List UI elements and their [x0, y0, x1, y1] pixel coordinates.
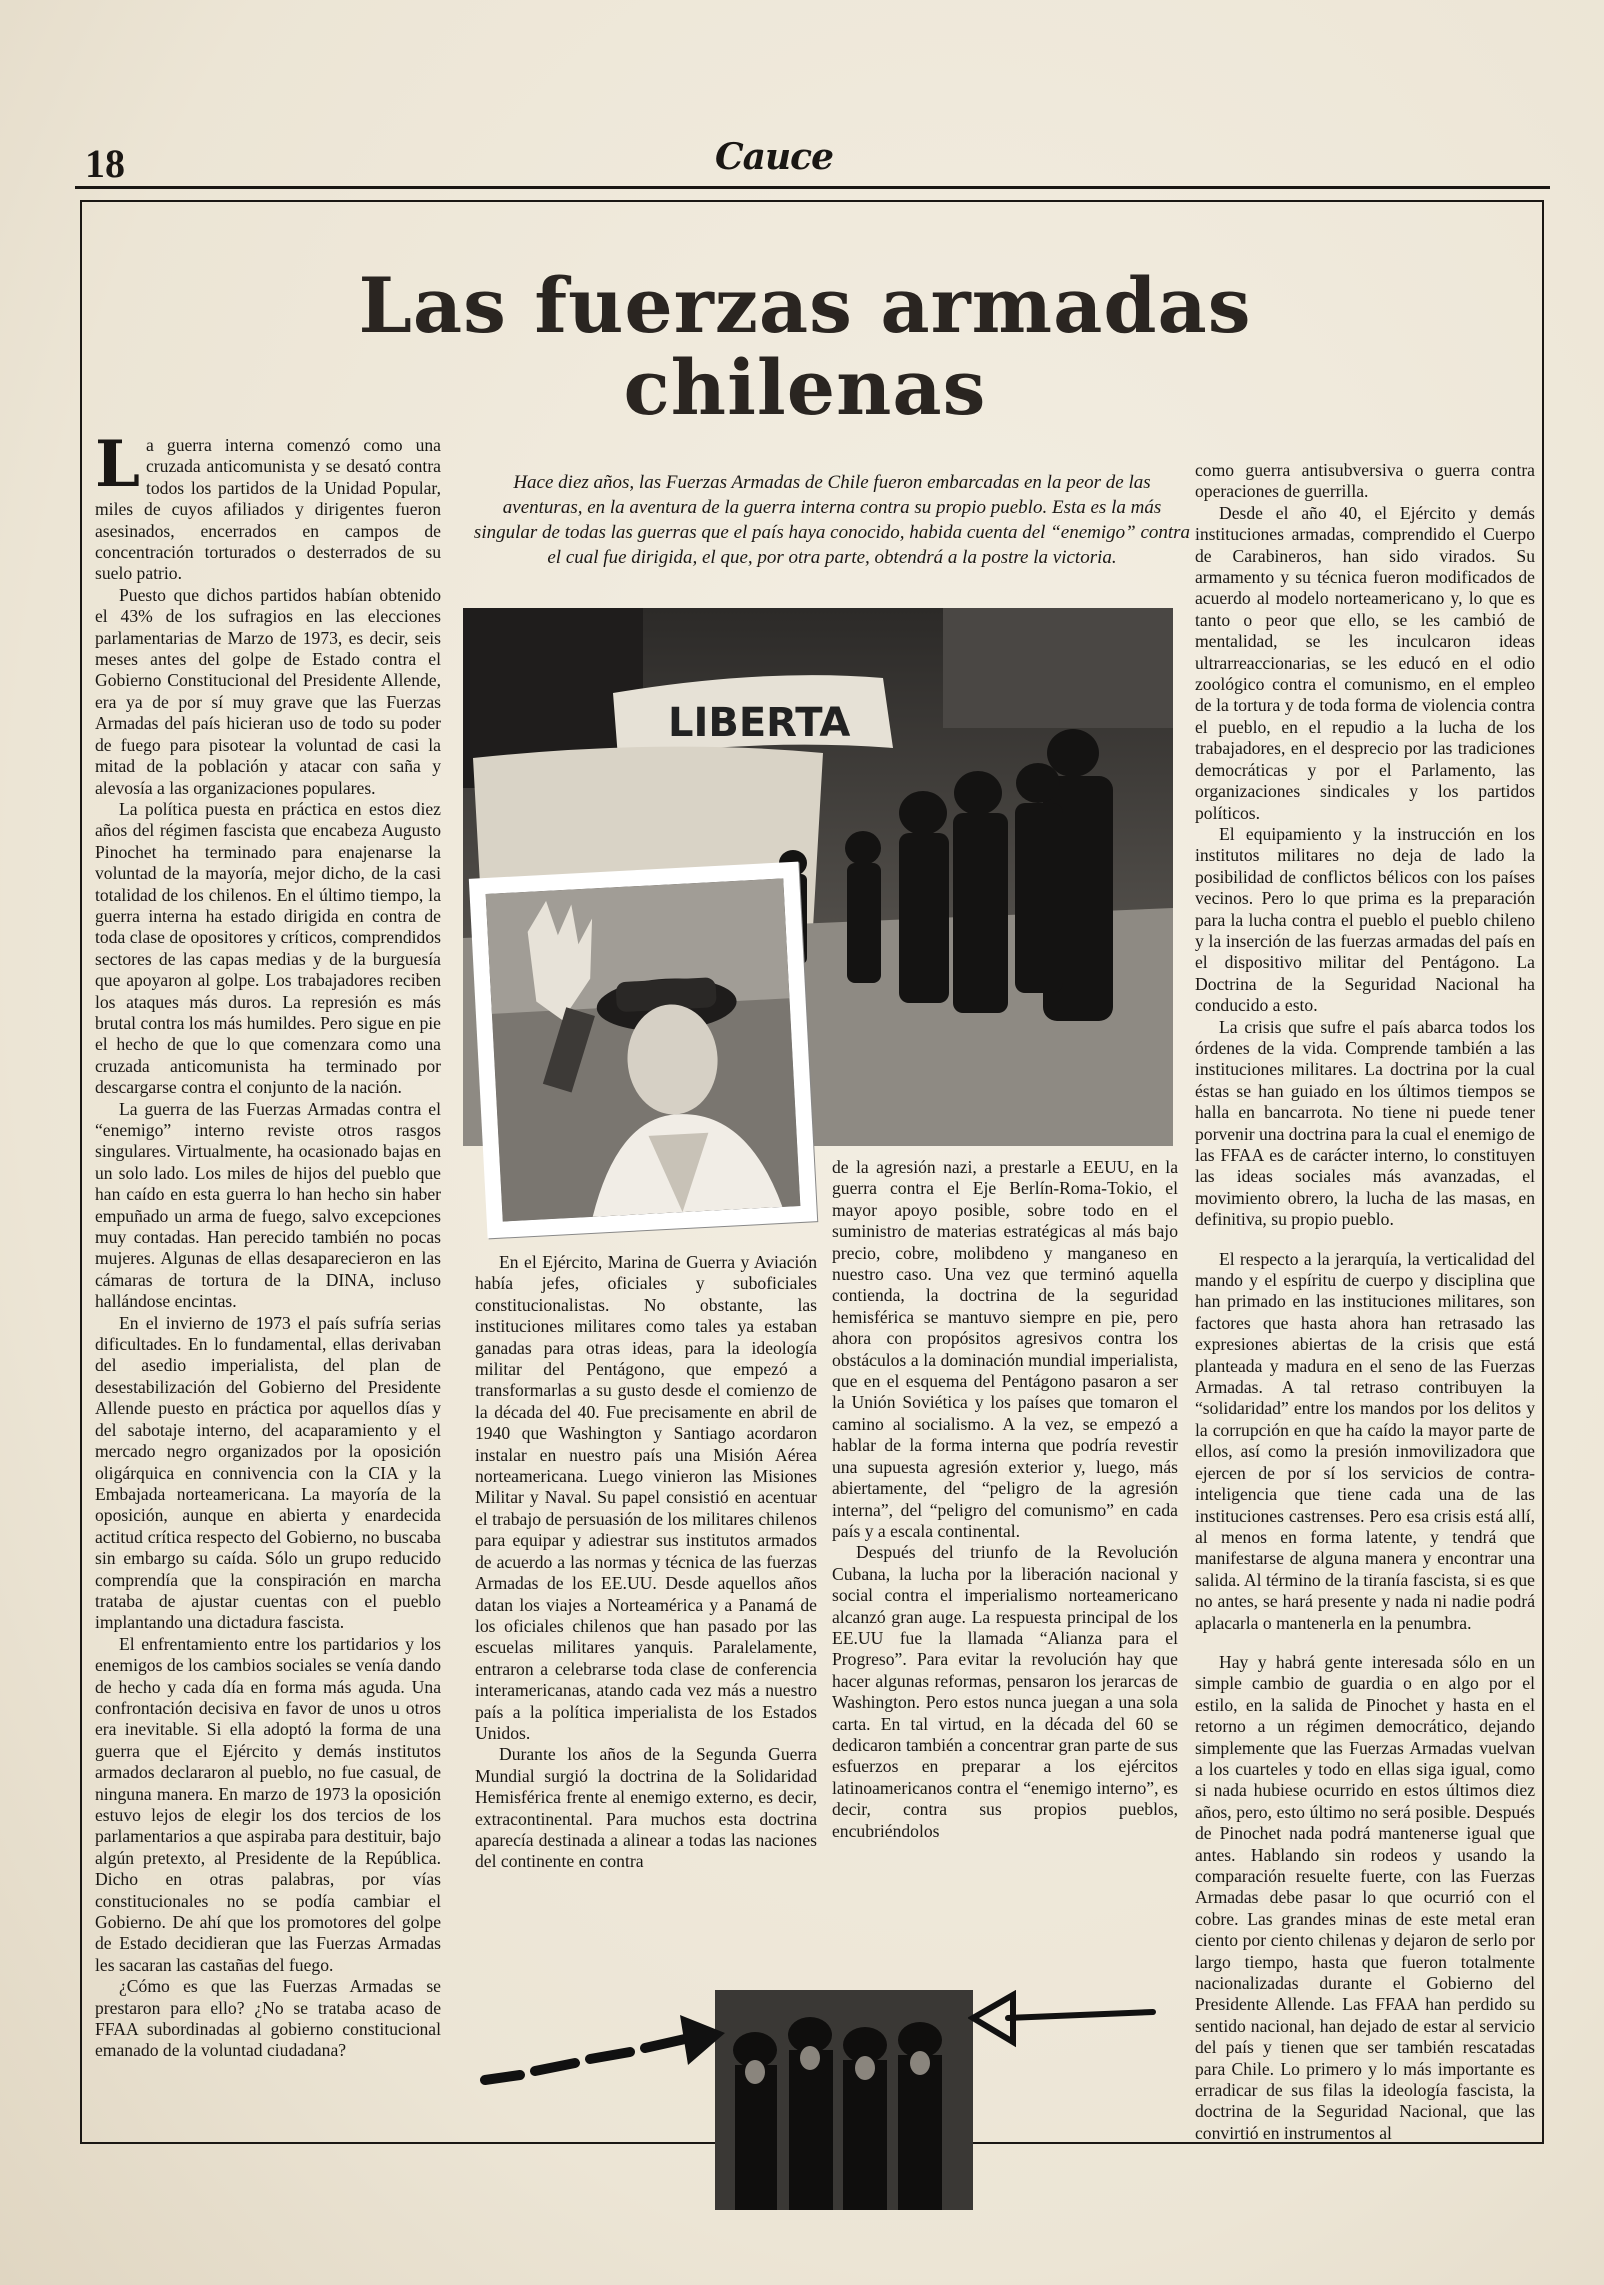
page-header — [75, 136, 1550, 188]
article-column-3 — [1195, 460, 1535, 2144]
paragraph: En el invierno de 1973 el país sufría serias dificultades. En lo fundamental, ellas derivaban del asedio imperialista, del plan de desestabilización del Gobierno del Presidente Allende puesto en práctica por aquellos días y del sabotaje interno, del acaparamiento y el mercado negro organizados por la oposición oligárquica en connivencia con la CIA y la Embajada norteamericana. La mayoría de la oposición, aunque en abierta y enardecida actitud crítica respecto del Gobierno, no buscaba sin embargo su caída. Sólo un grupo reducido comprendía que la conspiración en marcha trataba de ajustar cuentas con el pueblo implantando una dictadura fascista. — [95, 1312, 441, 1633]
paragraph: La política puesta en práctica en estos diez años del régimen fascista que encabeza Augusto Pinochet ha terminado para enajenarse la voluntad de la mayoría, mejor dicho, de la casi totalidad de los chilenos. En el último tiempo, la guerra interna ha estado dirigida en contra de toda clase de opositores y críticos, comprendidos sectores de las capas medias y de la burguesía que apoyaron al golpe. Los trabajadores reciben los ataques más duros. La represión es más brutal contra los más humildes. Pero sigue en pie el hecho de que lo que comenzara como una cruzada anticomunista ha terminado por descargarse contra el conjunto de la nación. — [95, 798, 441, 1098]
article-deck: Hace diez años, las Fuerzas Armadas de Chile fueron embarcadas en la peor de las aventuras, en la aventura de la guerra interna contra su propio pueblo. Esta es la más singular de todas las guerras que el país haya conocido, habida cuenta del “enemigo” contra el cual fue dirigida, el que, por otra parte, obtendrá a la postre la victoria. — [473, 472, 1191, 568]
article-column-1 — [95, 427, 441, 2062]
inset-portrait-image — [486, 878, 801, 1221]
paragraph: Puesto que dichos partidos habían obtenido el 43% de los sufragios en las elecciones parlamentarias de Marzo de 1973, es decir, seis meses antes del golpe de Estado contra el Gobierno Constitucional del Presidente Allende, era ya de por sí muy grave que las Fuerzas Armadas del país hicieran uso de todo su poder de fuego para pisotear la voluntad de casi la mitad de la población y atacar con saña y alevosía a las organizaciones populares. — [95, 584, 441, 798]
left-arrow-marker — [480, 1995, 730, 2105]
paragraph: de la agresión nazi, a prestarle a EEUU, en la guerra contra el Eje Berlín-Roma-Tokio, el mayor apoyo posible, sobre todo en el suministro de materias estratégicas al más bajo precio, cobre, molibdeno y manganeso en nuestro caso. Una vez que terminó aquella contienda, la doctrina de la seguridad hemisférica se mantuvo siempre en pie, pero ahora con propósitos agresivos contra los obstáculos a la dominación mundial imperialista, que en el esquema del Pentágono pasaron a ser la Unión Soviética y los países que tomaron el camino al socialismo. A la vez, se empezó a hablar de la forma interna que podría revestir una supuesta agresión exterior y, luego, más abiertamente, del “peligro de la agresión interna”, del “peligro del comunismo” en cada país y a escala continental. — [832, 1157, 1178, 1541]
article-column-2b — [832, 1157, 1178, 1842]
banner-text: LIBERTA — [668, 700, 851, 746]
paragraph: ¿Cómo es que las Fuerzas Armadas se prestaron para ello? ¿No se trataba acaso de FFAA subordinadas al gobierno constitucional emanado de la voluntad ciudadana? — [95, 1976, 441, 2061]
article-column-2a — [475, 1252, 817, 1873]
portrait-drawing — [486, 878, 801, 1221]
paragraph: como guerra antisubversiva o guerra contra operaciones de guerrilla. — [1195, 460, 1535, 502]
drop-cap: L — [95, 427, 140, 502]
page-number: 18 — [85, 141, 125, 186]
paragraph: El respecto a la jerarquía, la verticalidad del mando y el espíritu de cuerpo y disciplina que han primado en las instituciones militares, son factores que hasta ahora han retrasado las expresiones abiertas de la crisis que está planteada y madura en el seno de las Fuerzas Armadas. A tal retraso contribuyen la “solidaridad” entre los mandos por los delitos y la corrupción en que ha caído la mayor parte de ellos, así como la presión inmovilizadora que ejercen de por sí los servicios de contra-inteligencia que tiene cada una de las instituciones castrenses. Pero esa crisis está allí, al menos en forma latente, y tendrá que manifestarse de alguna manera y encontrar una salida. Al término de la tiranía fascista, si es que no antes, se hará presente y nada ni nadie podrá aplacarla o mantenerla en la penumbra. — [1195, 1248, 1535, 1633]
paragraph: Hay y habrá gente interesada sólo en un simple cambio de guardia o en algo por el estilo, en la salida de Pinochet y hasta en el retorno a un régimen democrático, dejando simplemente que las Fuerzas Armadas vuelvan a los cuarteles y todo en ellas siga igual, como si nada hubiese ocurrido en estos últimos diez años, pero, esto último no será posible. Después de Pinochet nada podrá mantenerse igual que antes. Hablando sin rodeos y usando la comparación resuelte fuerte, con las Fuerzas Armadas debe pasar lo que ocurrió con el cobre. Las grandes minas de este metal eran ciento por ciento chilenas y dejaron de serlo por largo tiempo, hasta que fueron totalmente nacionalizadas durante el Gobierno del Presidente Allende. Las FFAA han perdido su sentido nacional, han dejado de estar al servicio del país y tienen que ser también rescatadas para Chile. Lo primero y lo más importante es erradicar de sus filas la ideología fascista, la doctrina de la Seguridad Nacional, que las convirtió en instrumentos al — [1195, 1651, 1535, 2143]
paragraph: El enfrentamiento entre los partidarios y los enemigos de los cambios sociales se venía dando de hecho y cada día en forma más aguda. Una confrontación decisiva en favor de unos u otros era inevitable. Si ella adoptó la forma de una guerra que el Ejército y demás institutos armados declararon al pueblo, no fue casual, de ninguna manera. En marzo de 1973 la oposición estuvo lejos de elegir los dos tercios de los parlamentarios a que aspiraba para destituir, bajo algún pretexto, al Presidente de la República. Dicho en otras palabras, por vías constitucionales no se podía cambiar el Gobierno. De ahí que los promotores del golpe de Estado decidieran que las Fuerzas Armadas les sacaran las castañas del fuego. — [95, 1633, 441, 1975]
title-line-2: chilenas — [623, 343, 987, 432]
inset-portrait-photo — [469, 862, 817, 1239]
paragraph: La crisis que sufre el país abarca todos los órdenes de la vida. Comprende también a las instituciones militares. La doctrina por la cual éstas se han guiado en los últimos tiempos se halla en bancarrota. No tiene ni puede tener porvenir una doctrina para la cual el enemigo de las FFAA es de carácter interno, lo constituyen las ideas sociales más avanzadas, el movimiento obrero, la lucha de las masas, en definitiva, su propio pueblo. — [1195, 1016, 1535, 1230]
paragraph: Durante los años de la Segunda Guerra Mundial surgió la doctrina de la Solidaridad Hemisférica frente al enemigo externo, es decir, extracontinental. Para muchos esta doctrina aparecía destinada a alinear a todas las naciones del continente en contra — [475, 1744, 817, 1872]
soldiers-photo — [715, 1990, 973, 2210]
masthead-logo: Cauce — [715, 136, 833, 178]
paragraph-1: La guerra interna comenzó como una cruzada anticomunista y se desató contra todos los partidos de la Unidad Popular, miles de cuyos afiliados y dirigentes fueron asesinados, encerrados en campos de concentración torturados o desterrados de su suelo patrio. — [95, 427, 441, 584]
title-line-1: Las fuerzas armadas — [358, 261, 1252, 350]
paragraph: En el Ejército, Marina de Guerra y Aviación había jefes, oficiales y suboficiales constitucionalistas. No obstante, las instituciones militares como tales ya estaban ganadas para otras ideas, para la ideología militar del Pentágono, que empezó a transformarlas a su gusto desde el comienzo de la década del 40. Fue precisamente en abril de 1940 que Washington y Santiago acordaron instalar en nuestro país una Misión Aérea norteamericana. Luego vinieron las Misiones Militar y Naval. Su papel consistió en acentuar el trabajo de persuasión de los militares chilenos para equipar y adiestrar sus institutos armados de acuerdo a las normas y técnica de las fuerzas Armadas de los EE.UU. Desde aquellos años datan los viajes a Norteamérica y a Panamá de los oficiales chilenos que han pasado por las escuelas militares yanquis. Paralelamente, entraron a celebrarse toda clase de conferencia interamericanas, atando cada vez más a nuestro país a la política imperialista de los Estados Unidos. — [475, 1252, 817, 1743]
soldiers-drawing — [715, 1990, 973, 2210]
paragraph: El equipamiento y la instrucción en los institutos militares no deja de lado la posibilidad de conflictos bélicos con los países vecinos. Pero lo que prima es la preparación para la lucha contra el pueblo el pueblo chileno y la inserción de las fuerzas armadas del país en el dispositivo militar del Pentágono. La Doctrina de la Seguridad Nacional ha conducido a esto. — [1195, 823, 1535, 1016]
paragraph: Desde el año 40, el Ejército y demás instituciones armadas, comprendido el Cuerpo de Carabineros, han sido virados. Su armamento y su técnica fueron modificados de acuerdo al modelo norteamericano y, lo que es tanto o peor que ello, se les cambió de mentalidad, se les inculcaron ideas ultrarreaccionarias, se les educó en el odio zoológico contra el comunismo, en el empleo de la tortura y de toda forma de violencia contra el pueblo, en el repudio a la lucha de los trabajadores, en el desprecio por las tradiciones democráticas y por el Parlamento, las organizaciones sindicales y los partidos políticos. — [1195, 502, 1535, 823]
paragraph: La guerra de las Fuerzas Armadas contra el “enemigo” interno reviste otros rasgos singulares. Virtualmente, ha ocasionado bajas en un solo lado. Los miles de hijos del pueblo que han caído en esta guerra lo han hecho sin haber empuñado un arma de fuego, salvo excepciones muy contadas. Han perecido también no pocas mujeres. Algunas de ellas desaparecieron en las cámaras de tortura de la DINA, incluso hallándose encintas. — [95, 1098, 441, 1312]
right-arrow-marker — [968, 1990, 1158, 2050]
paragraph: Después del triunfo de la Revolución Cubana, la lucha por la liberación nacional y social contra el imperialismo norteamericano alcanzó gran auge. La respuesta principal de los EE.UU fue la llamada “Alianza para el Progreso”. Para evitar la revolución hay que hacer algunas reformas, pensaron los jerarcas de Washington. Pero estos nunca juegan a una sola carta. En tal virtud, en la década del 60 se dedicaron también a concentrar gran parte de sus esfuerzos en preparar a los ejércitos latinoamericanos contra el “enemigo interno”, es decir, contra sus propios pueblos, encubriéndolos — [832, 1542, 1178, 1841]
header-rule — [75, 186, 1550, 189]
article-title — [230, 261, 1380, 432]
